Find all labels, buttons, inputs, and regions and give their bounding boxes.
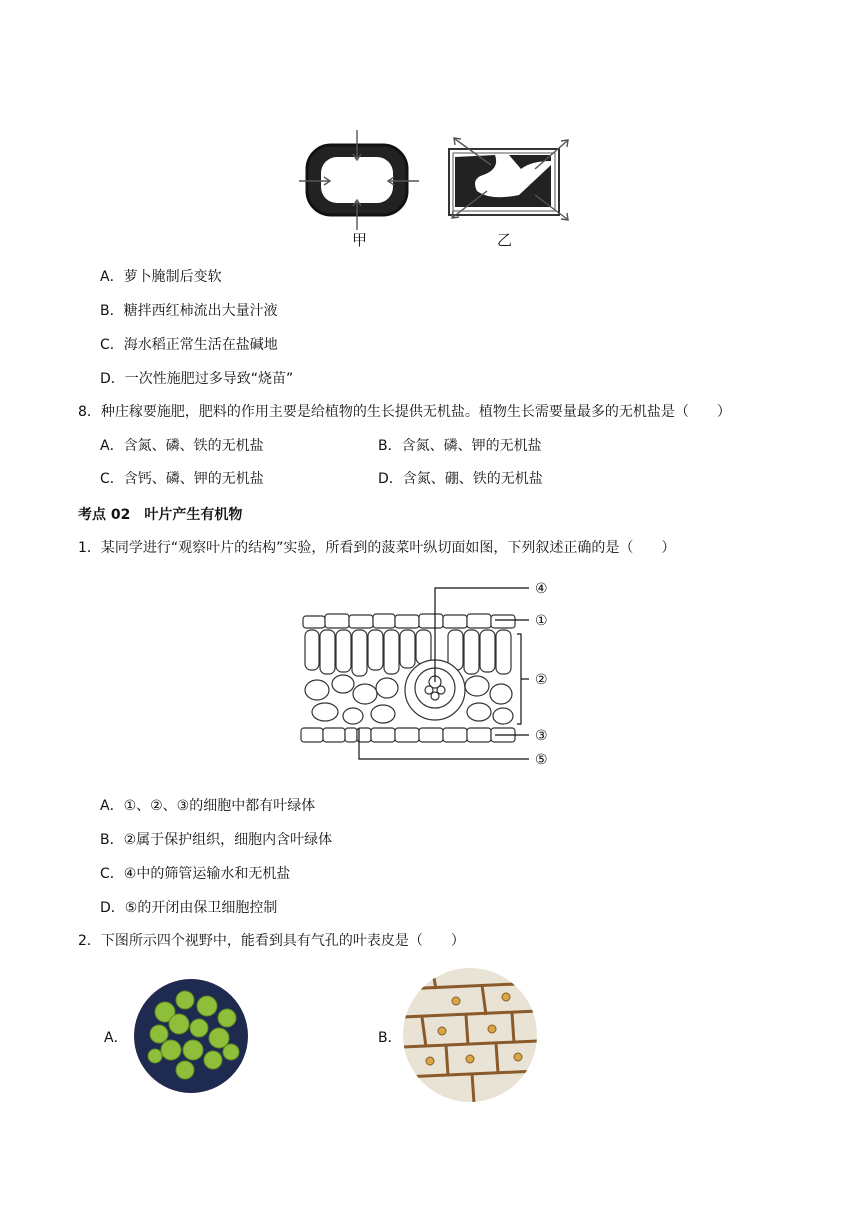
q8-option-b: [378, 437, 542, 455]
s2q1-option-d: [100, 899, 277, 917]
option-text: 含氮、磷、铁的无机盐: [123, 438, 264, 454]
cell-figure: [295, 125, 575, 250]
q8-option-d: [378, 470, 543, 488]
option-letter: B．: [378, 438, 402, 454]
s2q1-option-c: [100, 865, 290, 883]
leaf-section-figure: [295, 578, 565, 778]
micrograph-b-image: [402, 967, 538, 1103]
option-text: ④中的筛管运输水和无机盐: [123, 866, 291, 882]
option-text: 含氮、磷、钾的无机盐: [401, 438, 542, 454]
s2q1-option-a: [100, 797, 315, 815]
option-text: 萝卜腌制后变软: [123, 269, 222, 285]
option-letter: A．: [100, 798, 124, 814]
q7-option-a: [100, 268, 222, 286]
label-5: ⑤: [535, 752, 548, 768]
label-jia: 甲: [352, 231, 368, 249]
option-letter: D．: [378, 471, 403, 487]
option-letter: B．: [100, 832, 124, 848]
label-4: ④: [535, 581, 548, 597]
option-text: 含钙、磷、钾的无机盐: [123, 471, 264, 487]
q8-stem: 8．种庄稼要施肥，肥料的作用主要是给植物的生长提供无机盐。植物生长需要量最多的无机盐是（ ）: [78, 404, 731, 420]
label-3: ③: [535, 728, 548, 744]
leaf-figure-labels: [531, 578, 561, 778]
option-text: ①、②、③的细胞中都有叶绿体: [123, 798, 316, 814]
option-text: 海水稻正常生活在盐碱地: [123, 337, 278, 353]
q7-option-b: [100, 302, 278, 320]
option-letter: B．: [100, 303, 124, 319]
label-1: ①: [535, 613, 548, 629]
option-text: 含氮、硼、铁的无机盐: [402, 471, 543, 487]
option-text: 糖拌西红柿流出大量汁液: [123, 303, 278, 319]
option-text: 一次性施肥过多导致“烧苗”: [124, 371, 294, 387]
cell-diagram: [295, 125, 575, 250]
option-letter: A．: [100, 438, 124, 454]
option-letter: D．: [100, 371, 125, 387]
label-yi: 乙: [497, 231, 513, 249]
micrograph-a-image: [133, 978, 249, 1094]
s2q1-stem: 1．某同学进行“观察叶片的结构”实验，所看到的菠菜叶纵切面如图，下列叙述正确的是（ ）: [78, 540, 676, 556]
option-text: ②属于保护组织，细胞内含叶绿体: [123, 832, 333, 848]
option-letter: A．: [100, 269, 124, 285]
option-letter: D．: [100, 900, 125, 916]
leaf-cross-section: [295, 578, 565, 778]
q7-option-c: [100, 336, 278, 354]
label-2: ②: [535, 672, 548, 688]
q8-option-c: [100, 470, 264, 488]
s2q1-option-b: [100, 831, 332, 849]
option-letter: C．: [100, 866, 124, 882]
option-letter: C．: [100, 337, 124, 353]
s2q2-stem: 2．下图所示四个视野中，能看到具有气孔的叶表皮是（ ）: [78, 933, 465, 949]
s2q2-option-b-letter: B．: [378, 1030, 402, 1046]
q8-option-a: [100, 437, 264, 455]
section-title: 考点 02 叶片产生有机物: [78, 507, 243, 523]
option-text: ⑤的开闭由保卫细胞控制: [124, 900, 278, 916]
q7-option-d: [100, 370, 293, 388]
s2q2-option-a-letter: A．: [104, 1030, 128, 1046]
option-letter: C．: [100, 471, 124, 487]
